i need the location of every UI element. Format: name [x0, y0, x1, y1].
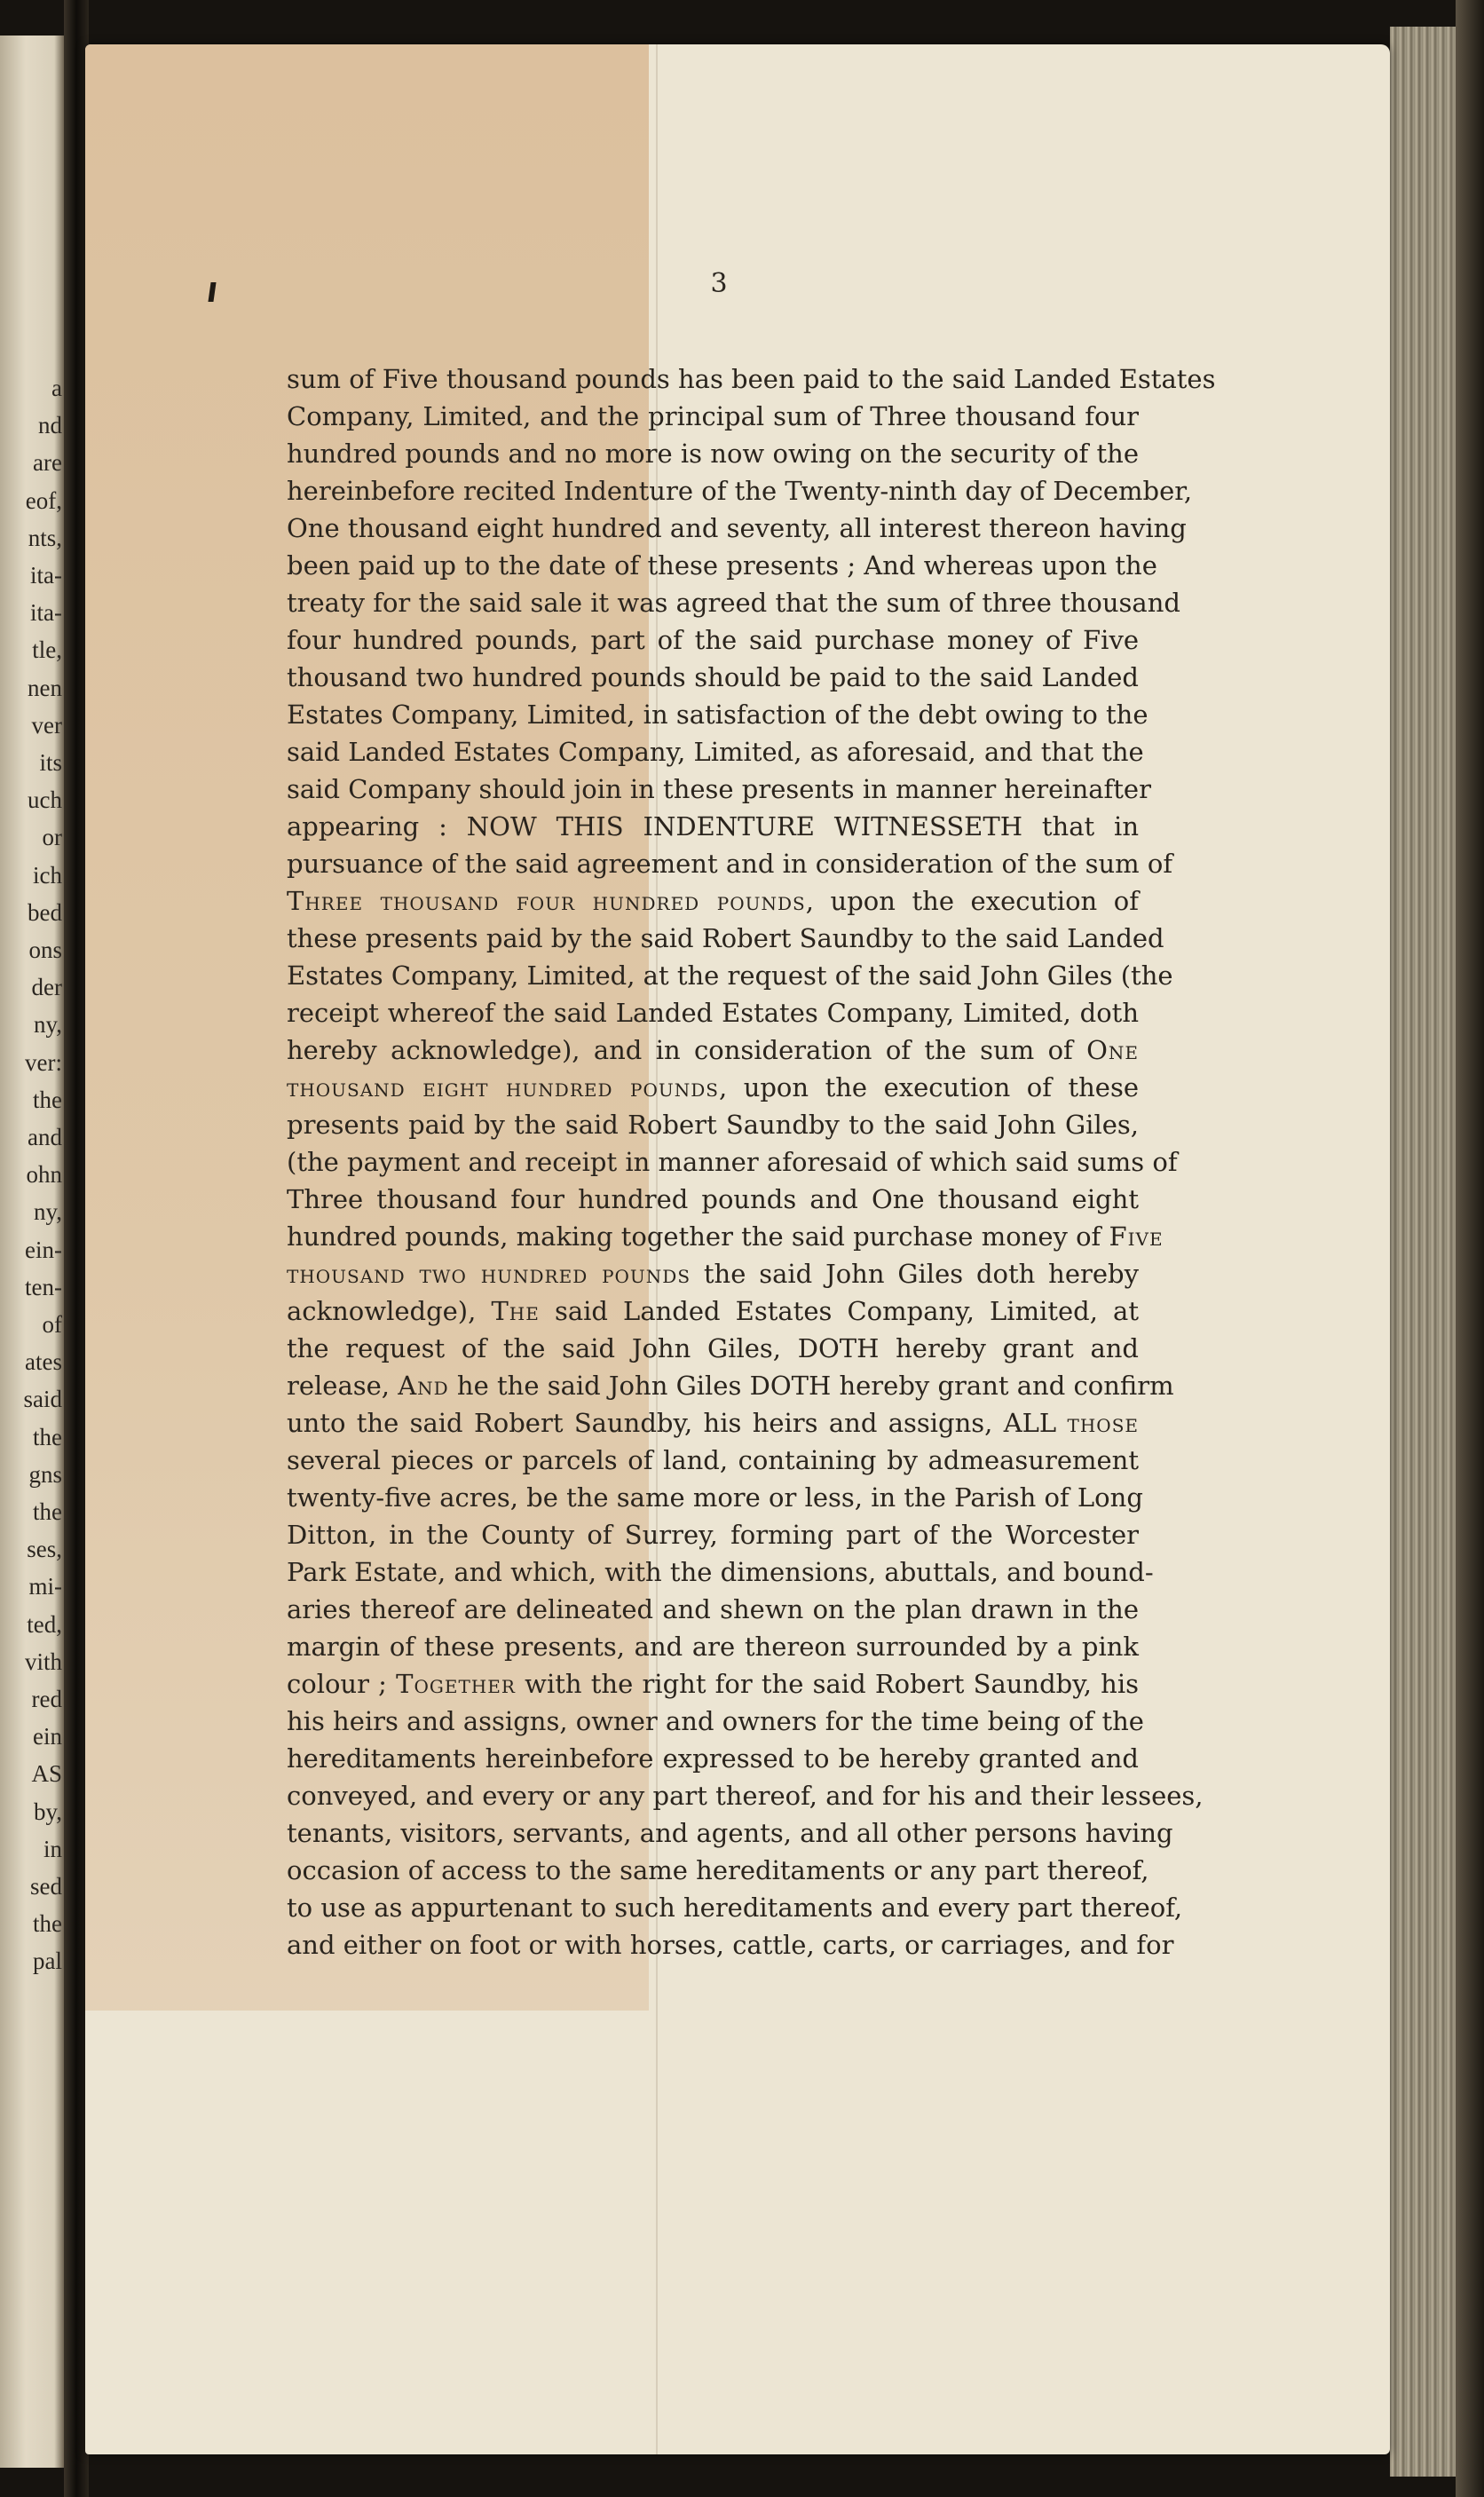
small-caps-segment: thousand two hundred pounds — [287, 1259, 691, 1289]
text-line — [287, 360, 1216, 398]
left-page-fragment: the — [33, 1423, 62, 1450]
body-text — [287, 360, 1216, 1964]
left-page-fragment: are — [33, 449, 62, 477]
text-line — [287, 1292, 1139, 1330]
left-page-fragment: ita- — [30, 599, 62, 627]
small-caps-segment: those — [1067, 1408, 1139, 1438]
text-segment: sum of Five thousand pounds has been paid to the said Landed Estates — [287, 364, 1216, 394]
left-page-fragment: or — [42, 824, 62, 851]
left-page-fragment: ten- — [25, 1273, 62, 1300]
text-segment: hereinbefore recited Indenture of the Twenty-ninth day of December, — [287, 476, 1193, 506]
small-caps-segment: Five — [1109, 1221, 1164, 1252]
text-line — [287, 1143, 1178, 1181]
text-line — [287, 1479, 1143, 1516]
left-page-fragment: ohn — [26, 1161, 62, 1189]
text-segment: said Company should join in these presents in manner hereinafter — [287, 774, 1151, 804]
text-line — [287, 1591, 1139, 1628]
text-line — [287, 1218, 1164, 1255]
left-page-fragment: a — [51, 375, 62, 401]
text-segment: occasion of access to the same hereditaments or any part thereof, — [287, 1855, 1149, 1885]
left-page-fragment: mi- — [28, 1573, 62, 1600]
left-page-fragment: ver — [31, 711, 62, 739]
text-line — [287, 770, 1151, 808]
text-segment: treaty for the said sale it was agreed that the sum of three thousand — [287, 588, 1180, 618]
left-page-fragment: uch — [28, 786, 62, 814]
small-caps-segment: Three thousand four hundred pounds — [287, 886, 806, 916]
page-number: 3 — [710, 268, 728, 299]
text-line — [287, 1777, 1204, 1814]
text-segment: conveyed, and every or any part thereof, and for his and their lessees, — [287, 1781, 1204, 1811]
text-line — [287, 696, 1149, 733]
left-page-fragment: ver: — [25, 1048, 62, 1076]
left-page-fragment: ita- — [30, 562, 62, 589]
left-page-fragment: its — [39, 749, 62, 776]
text-line — [287, 435, 1139, 472]
text-segment: hundred pounds and no more is now owing on the security of the — [287, 439, 1139, 469]
text-segment: colour ; — [287, 1669, 397, 1699]
text-segment: acknowledge), — [287, 1296, 492, 1326]
text-line — [287, 1628, 1139, 1665]
left-page-fragment: eof, — [25, 486, 62, 514]
text-segment: appearing : NOW THIS INDENTURE WITNESSETH that in — [287, 811, 1139, 842]
text-line — [287, 1926, 1174, 1964]
text-segment: Estates Company, Limited, in satisfaction of the debt owing to the — [287, 699, 1149, 730]
text-segment: Ditton, in the County of Surrey, forming part of the Worcester — [287, 1520, 1139, 1550]
text-line — [287, 1106, 1139, 1143]
text-line — [287, 733, 1144, 770]
small-caps-segment: The — [491, 1296, 540, 1326]
text-segment: several pieces or parcels of land, containing by admeasurement — [287, 1445, 1139, 1475]
left-page-fragment: by, — [34, 1798, 62, 1825]
text-line — [287, 1516, 1139, 1553]
left-page-fragment: said — [23, 1386, 62, 1413]
text-line — [287, 398, 1139, 435]
text-line — [287, 957, 1173, 994]
left-page-fragment: nen — [28, 674, 62, 701]
text-line — [287, 1665, 1139, 1703]
text-line — [287, 1889, 1183, 1926]
previous-page-edge — [0, 36, 64, 2468]
text-segment: , upon the execution of — [805, 886, 1139, 916]
left-page-fragment: ein- — [25, 1236, 62, 1263]
left-page-fragment: nts, — [28, 524, 62, 551]
text-line — [287, 882, 1139, 920]
text-segment: tenants, visitors, servants, and agents, and all other persons having — [287, 1818, 1173, 1848]
text-segment: aries thereof are delineated and shewn on the plan drawn in the — [287, 1594, 1139, 1624]
text-line — [287, 1814, 1173, 1852]
text-line — [287, 1181, 1139, 1218]
text-line — [287, 472, 1193, 510]
text-segment: he the said John Giles DOTH hereby grant and confirm — [448, 1371, 1174, 1401]
text-segment: been paid up to the date of these presents ; And whereas upon the — [287, 550, 1157, 581]
small-caps-segment: One — [1086, 1035, 1139, 1065]
text-segment: One thousand eight hundred and seventy, all interest thereon having — [287, 513, 1187, 543]
text-segment: hereditaments hereinbefore expressed to be hereby granted and — [287, 1743, 1139, 1774]
text-segment: pursuance of the said agreement and in consideration of the sum of — [287, 849, 1173, 879]
text-segment: said Landed Estates Company, Limited, at — [539, 1296, 1139, 1326]
text-line — [287, 1404, 1139, 1442]
text-line — [287, 1367, 1174, 1404]
text-segment: , upon the execution of these — [718, 1072, 1139, 1102]
text-segment: these presents paid by the said Robert Saundby to the said Landed — [287, 923, 1164, 953]
text-segment: his heirs and assigns, owner and owners for the time being of the — [287, 1706, 1144, 1736]
text-segment: with the right for the said Robert Saundby, his — [515, 1669, 1139, 1699]
text-segment: presents paid by the said Robert Saundby to the said John Giles, — [287, 1110, 1139, 1140]
text-line — [287, 1255, 1139, 1292]
text-line — [287, 1553, 1154, 1591]
text-segment: unto the said Robert Saundby, his heirs and assigns, ALL — [287, 1408, 1068, 1438]
left-page-fragment: the — [33, 1086, 62, 1113]
text-line — [287, 845, 1173, 882]
text-line — [287, 808, 1139, 845]
left-page-fragment: sed — [30, 1873, 62, 1900]
text-segment: thousand two hundred pounds should be paid to the said Landed — [287, 662, 1139, 692]
text-segment: the request of the said John Giles, DOTH hereby grant and — [287, 1333, 1139, 1363]
left-page-fragment: and — [28, 1124, 62, 1150]
left-page-fragment: ny, — [34, 1198, 62, 1226]
left-page-fragment: the — [33, 1498, 62, 1525]
text-line — [287, 920, 1164, 957]
small-caps-segment: thousand eight hundred pounds — [287, 1072, 719, 1102]
left-page-fragment: AS — [31, 1760, 62, 1788]
left-page-fragment: ich — [33, 861, 62, 889]
text-segment: and either on foot or with horses, cattle, carts, or carriages, and for — [287, 1930, 1174, 1960]
text-segment: margin of these presents, and are thereon surrounded by a pink — [287, 1632, 1139, 1662]
text-line — [287, 1852, 1149, 1889]
text-segment: twenty-five acres, be the same more or less, in the Parish of Long — [287, 1482, 1143, 1513]
text-line — [287, 1442, 1139, 1479]
text-segment: receipt whereof the said Landed Estates Company, Limited, doth — [287, 998, 1139, 1028]
text-segment: Estates Company, Limited, at the request of the said John Giles (the — [287, 960, 1173, 991]
left-page-fragment: pal — [33, 1948, 62, 1975]
text-line — [287, 547, 1157, 584]
text-segment: release, — [287, 1371, 399, 1401]
text-segment: Park Estate, and which, with the dimensions, abuttals, and bound- — [287, 1557, 1154, 1587]
left-page-fragment: ted, — [27, 1610, 62, 1638]
small-caps-segment: And — [398, 1371, 449, 1401]
left-page-fragment: the — [33, 1910, 62, 1938]
left-page-fragment: der — [31, 974, 62, 1001]
text-line — [287, 994, 1139, 1031]
text-line — [287, 621, 1139, 659]
left-page-fragment: of — [42, 1311, 62, 1338]
text-segment: hundred pounds, making together the said purchase money of — [287, 1221, 1109, 1252]
text-segment: Company, Limited, and the principal sum of Three thousand four — [287, 401, 1139, 431]
text-segment: Three thousand four hundred pounds and One thousand eight — [287, 1184, 1139, 1214]
text-line — [287, 1703, 1144, 1740]
text-segment: the said John Giles doth hereby — [691, 1259, 1139, 1289]
small-caps-segment: Together — [396, 1669, 516, 1699]
text-line — [287, 1031, 1139, 1069]
left-page-fragment: tle, — [32, 636, 62, 664]
text-line — [287, 659, 1139, 696]
left-page-fragment: gns — [28, 1460, 62, 1488]
text-segment: hereby acknowledge), and in consideration of the sum of — [287, 1035, 1087, 1065]
text-line — [287, 1740, 1139, 1777]
left-page-fragment: nd — [38, 412, 62, 439]
left-page-fragment: red — [31, 1686, 62, 1712]
left-page-fragment: ons — [28, 936, 62, 963]
left-page-fragment: ses, — [27, 1536, 62, 1563]
text-line — [287, 1069, 1139, 1106]
book-cover-edge — [1456, 0, 1484, 2497]
left-page-fragment: ny, — [34, 1011, 62, 1039]
text-line — [287, 510, 1187, 547]
left-page-fragment: ein — [33, 1723, 62, 1750]
text-line — [287, 584, 1180, 621]
text-segment: (the payment and receipt in manner aforesaid of which said sums of — [287, 1147, 1178, 1177]
left-page-fragment: in — [43, 1835, 62, 1862]
text-segment: said Landed Estates Company, Limited, as aforesaid, and that the — [287, 737, 1144, 767]
text-line — [287, 1330, 1139, 1367]
left-page-fragment: vith — [24, 1648, 62, 1675]
text-segment: four hundred pounds, part of the said purchase money of Five — [287, 625, 1139, 655]
text-segment: to use as appurtenant to such hereditaments and every part thereof, — [287, 1893, 1183, 1923]
left-page-fragment: bed — [28, 898, 62, 926]
left-page-fragment: ates — [25, 1348, 62, 1376]
